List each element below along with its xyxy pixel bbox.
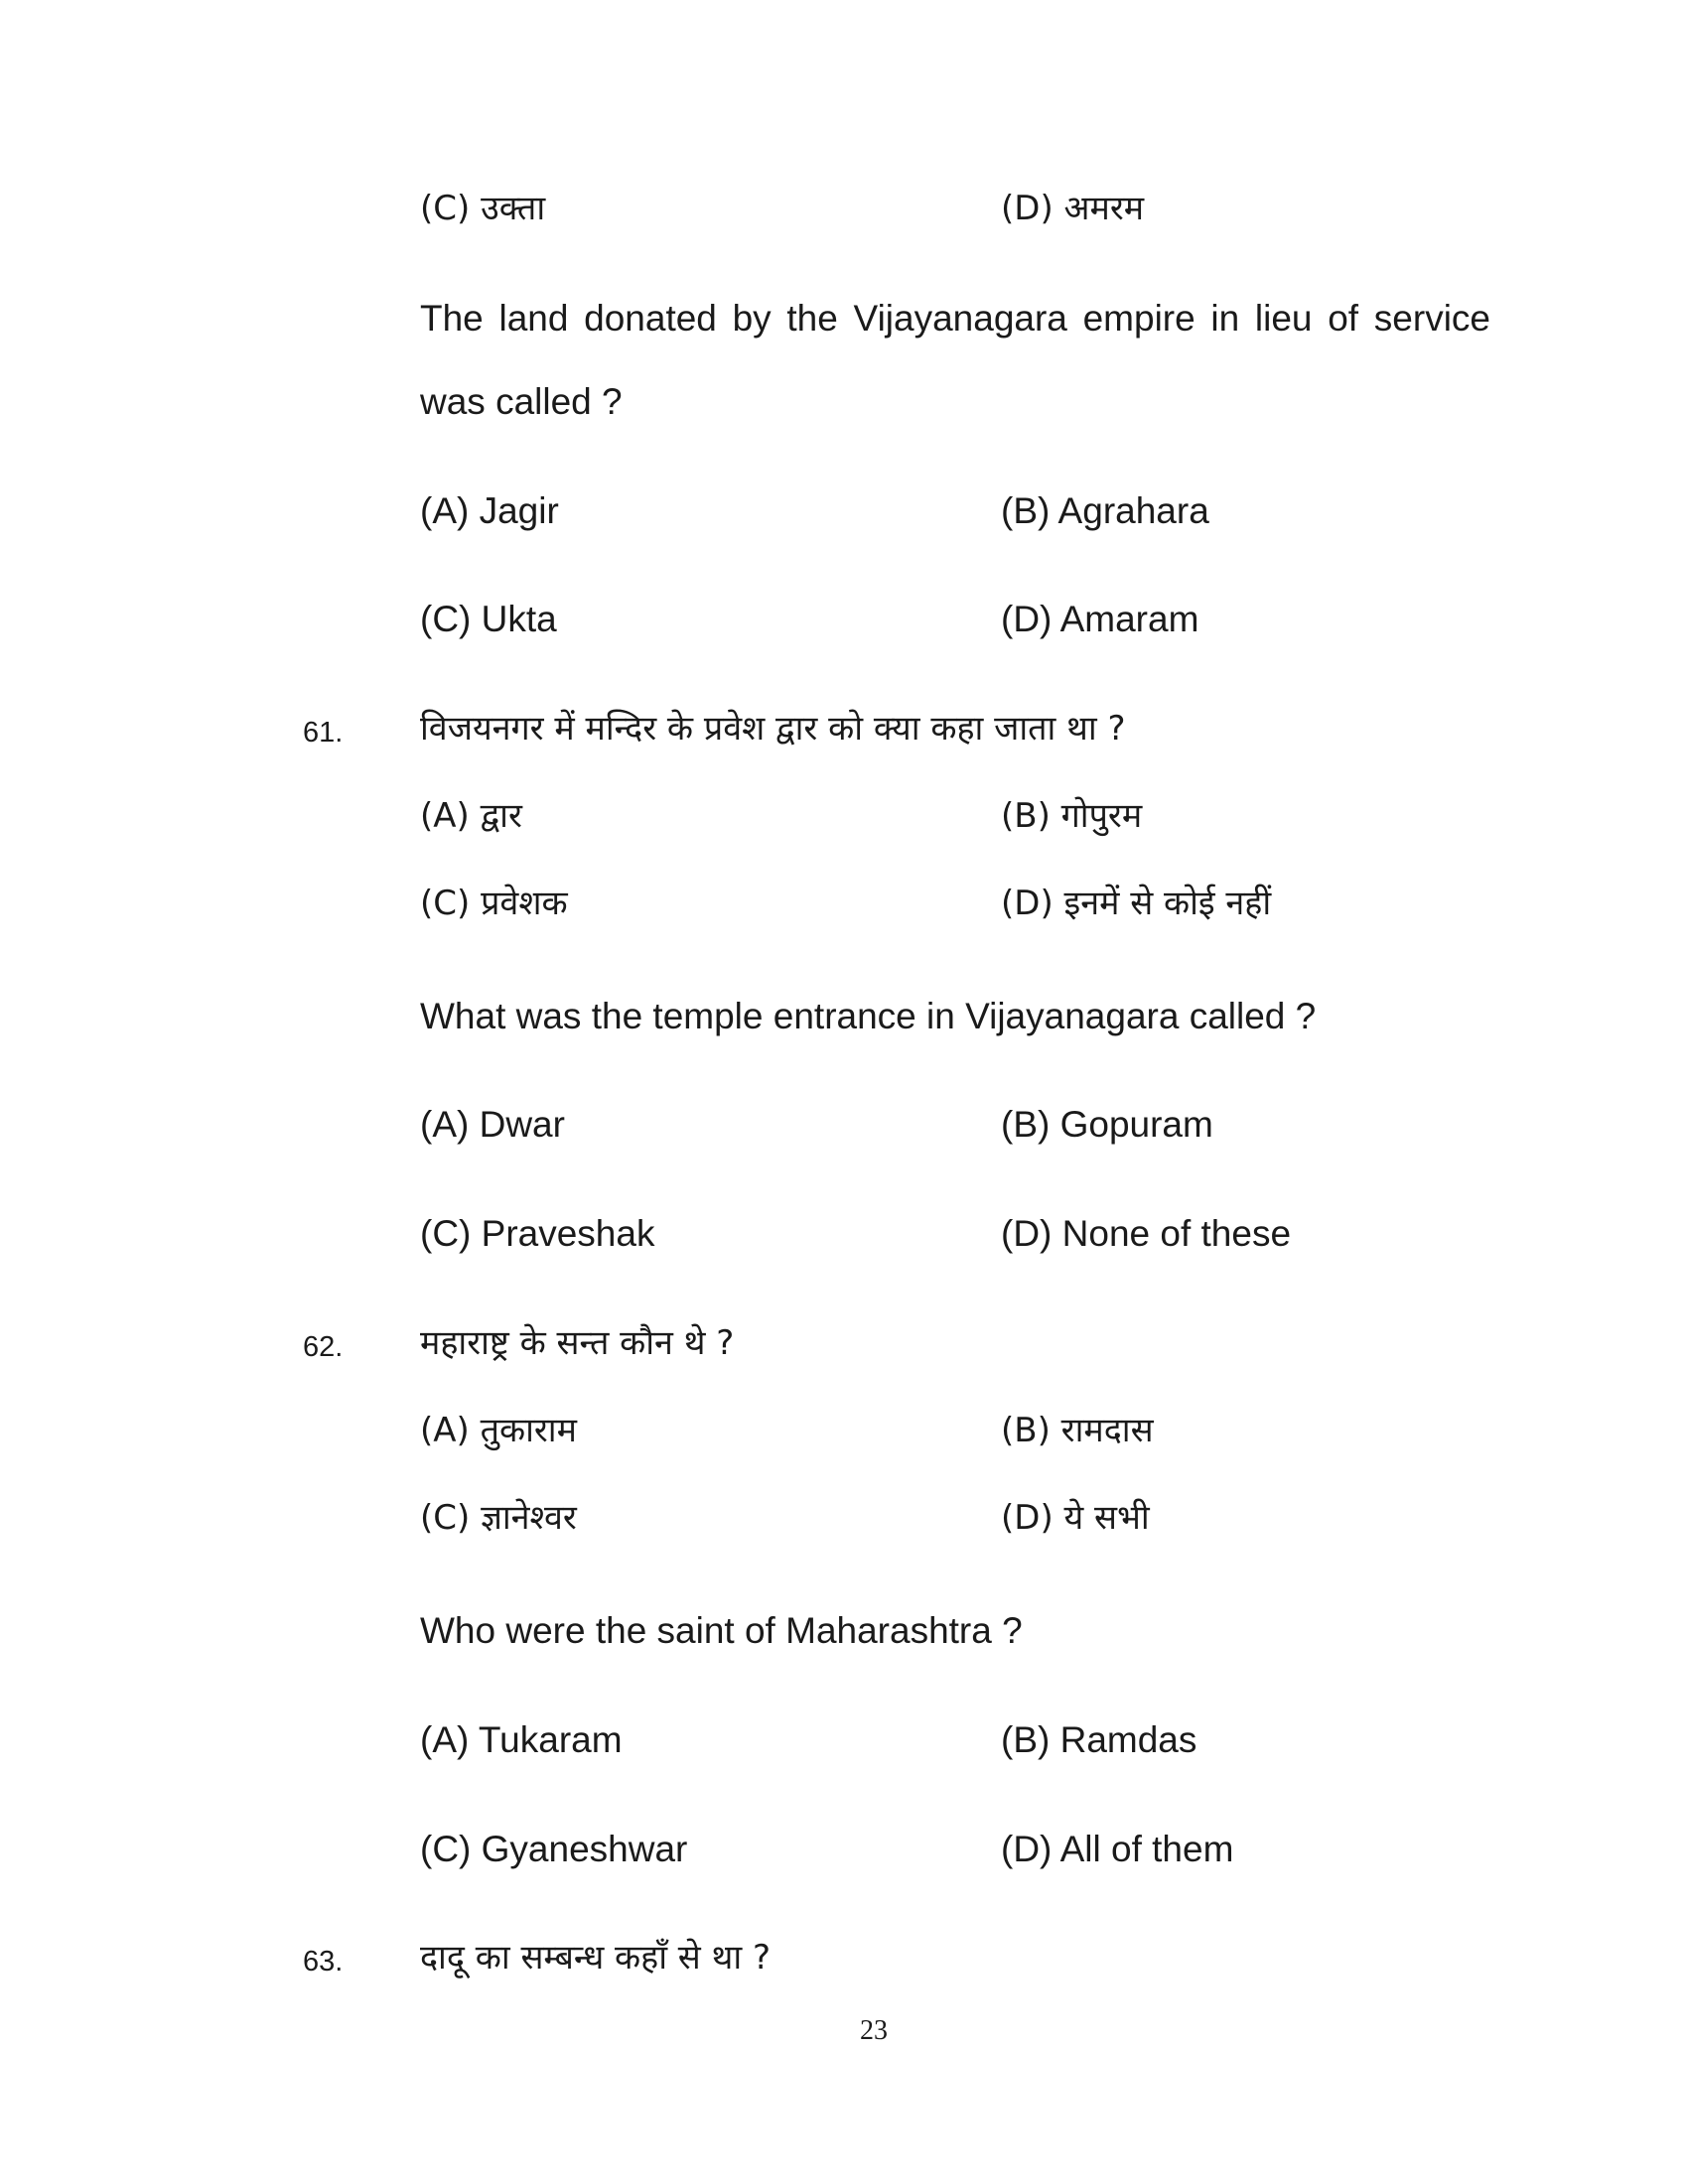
q60-hindi-option-d: (D) अमरम	[1001, 189, 1145, 228]
q61-hindi-option-c: (C) प्रवेशक	[420, 884, 568, 923]
q61-option-a: (A) Dwar	[420, 1104, 565, 1145]
q60-hindi-option-c: (C) उक्ता	[420, 189, 546, 228]
q61-number: 61.	[303, 717, 344, 749]
q63-number: 63.	[303, 1946, 344, 1978]
q63-hindi-question: दादू का सम्बन्ध कहाँ से था ?	[420, 1938, 771, 1978]
q61-option-c: (C) Praveshak	[420, 1213, 655, 1254]
q61-option-d: (D) None of these	[1001, 1213, 1292, 1254]
q61-option-b: (B) Gopuram	[1001, 1104, 1213, 1145]
q62-hindi-option-d: (D) ये सभी	[1001, 1498, 1150, 1538]
q62-hindi-option-b: (B) रामदास	[1001, 1411, 1154, 1450]
q60-english-question-line1: The land donated by the Vijayanagara empire in lieu of service	[420, 298, 1490, 339]
q62-option-d: (D) All of them	[1001, 1829, 1234, 1869]
q62-number: 62.	[303, 1331, 344, 1363]
q61-hindi-option-b: (B) गोपुरम	[1001, 796, 1143, 836]
q62-english-question: Who were the saint of Maharashtra ?	[420, 1610, 1023, 1651]
q61-hindi-option-a: (A) द्वार	[420, 796, 522, 836]
q62-option-c: (C) Gyaneshwar	[420, 1829, 688, 1869]
q60-option-b: (B) Agrahara	[1001, 490, 1209, 531]
q62-hindi-question: महाराष्ट्र के सन्त कौन थे ?	[420, 1323, 735, 1363]
page-number: 23	[860, 2015, 888, 2046]
q62-hindi-option-a: (A) तुकाराम	[420, 1411, 577, 1450]
q62-option-a: (A) Tukaram	[420, 1719, 623, 1760]
q61-english-question: What was the temple entrance in Vijayanagara called ?	[420, 996, 1317, 1036]
q62-option-b: (B) Ramdas	[1001, 1719, 1197, 1760]
q61-hindi-option-d: (D) इनमें से कोई नहीं	[1001, 884, 1272, 923]
q60-option-c: (C) Ukta	[420, 599, 557, 639]
q60-english-question-line2: was called ?	[420, 381, 623, 422]
q62-hindi-option-c: (C) ज्ञानेश्वर	[420, 1498, 577, 1538]
q60-option-d: (D) Amaram	[1001, 599, 1199, 639]
q61-hindi-question: विजयनगर में मन्दिर के प्रवेश द्वार को क्या कहा जाता था ?	[420, 709, 1126, 749]
q60-option-a: (A) Jagir	[420, 490, 559, 531]
